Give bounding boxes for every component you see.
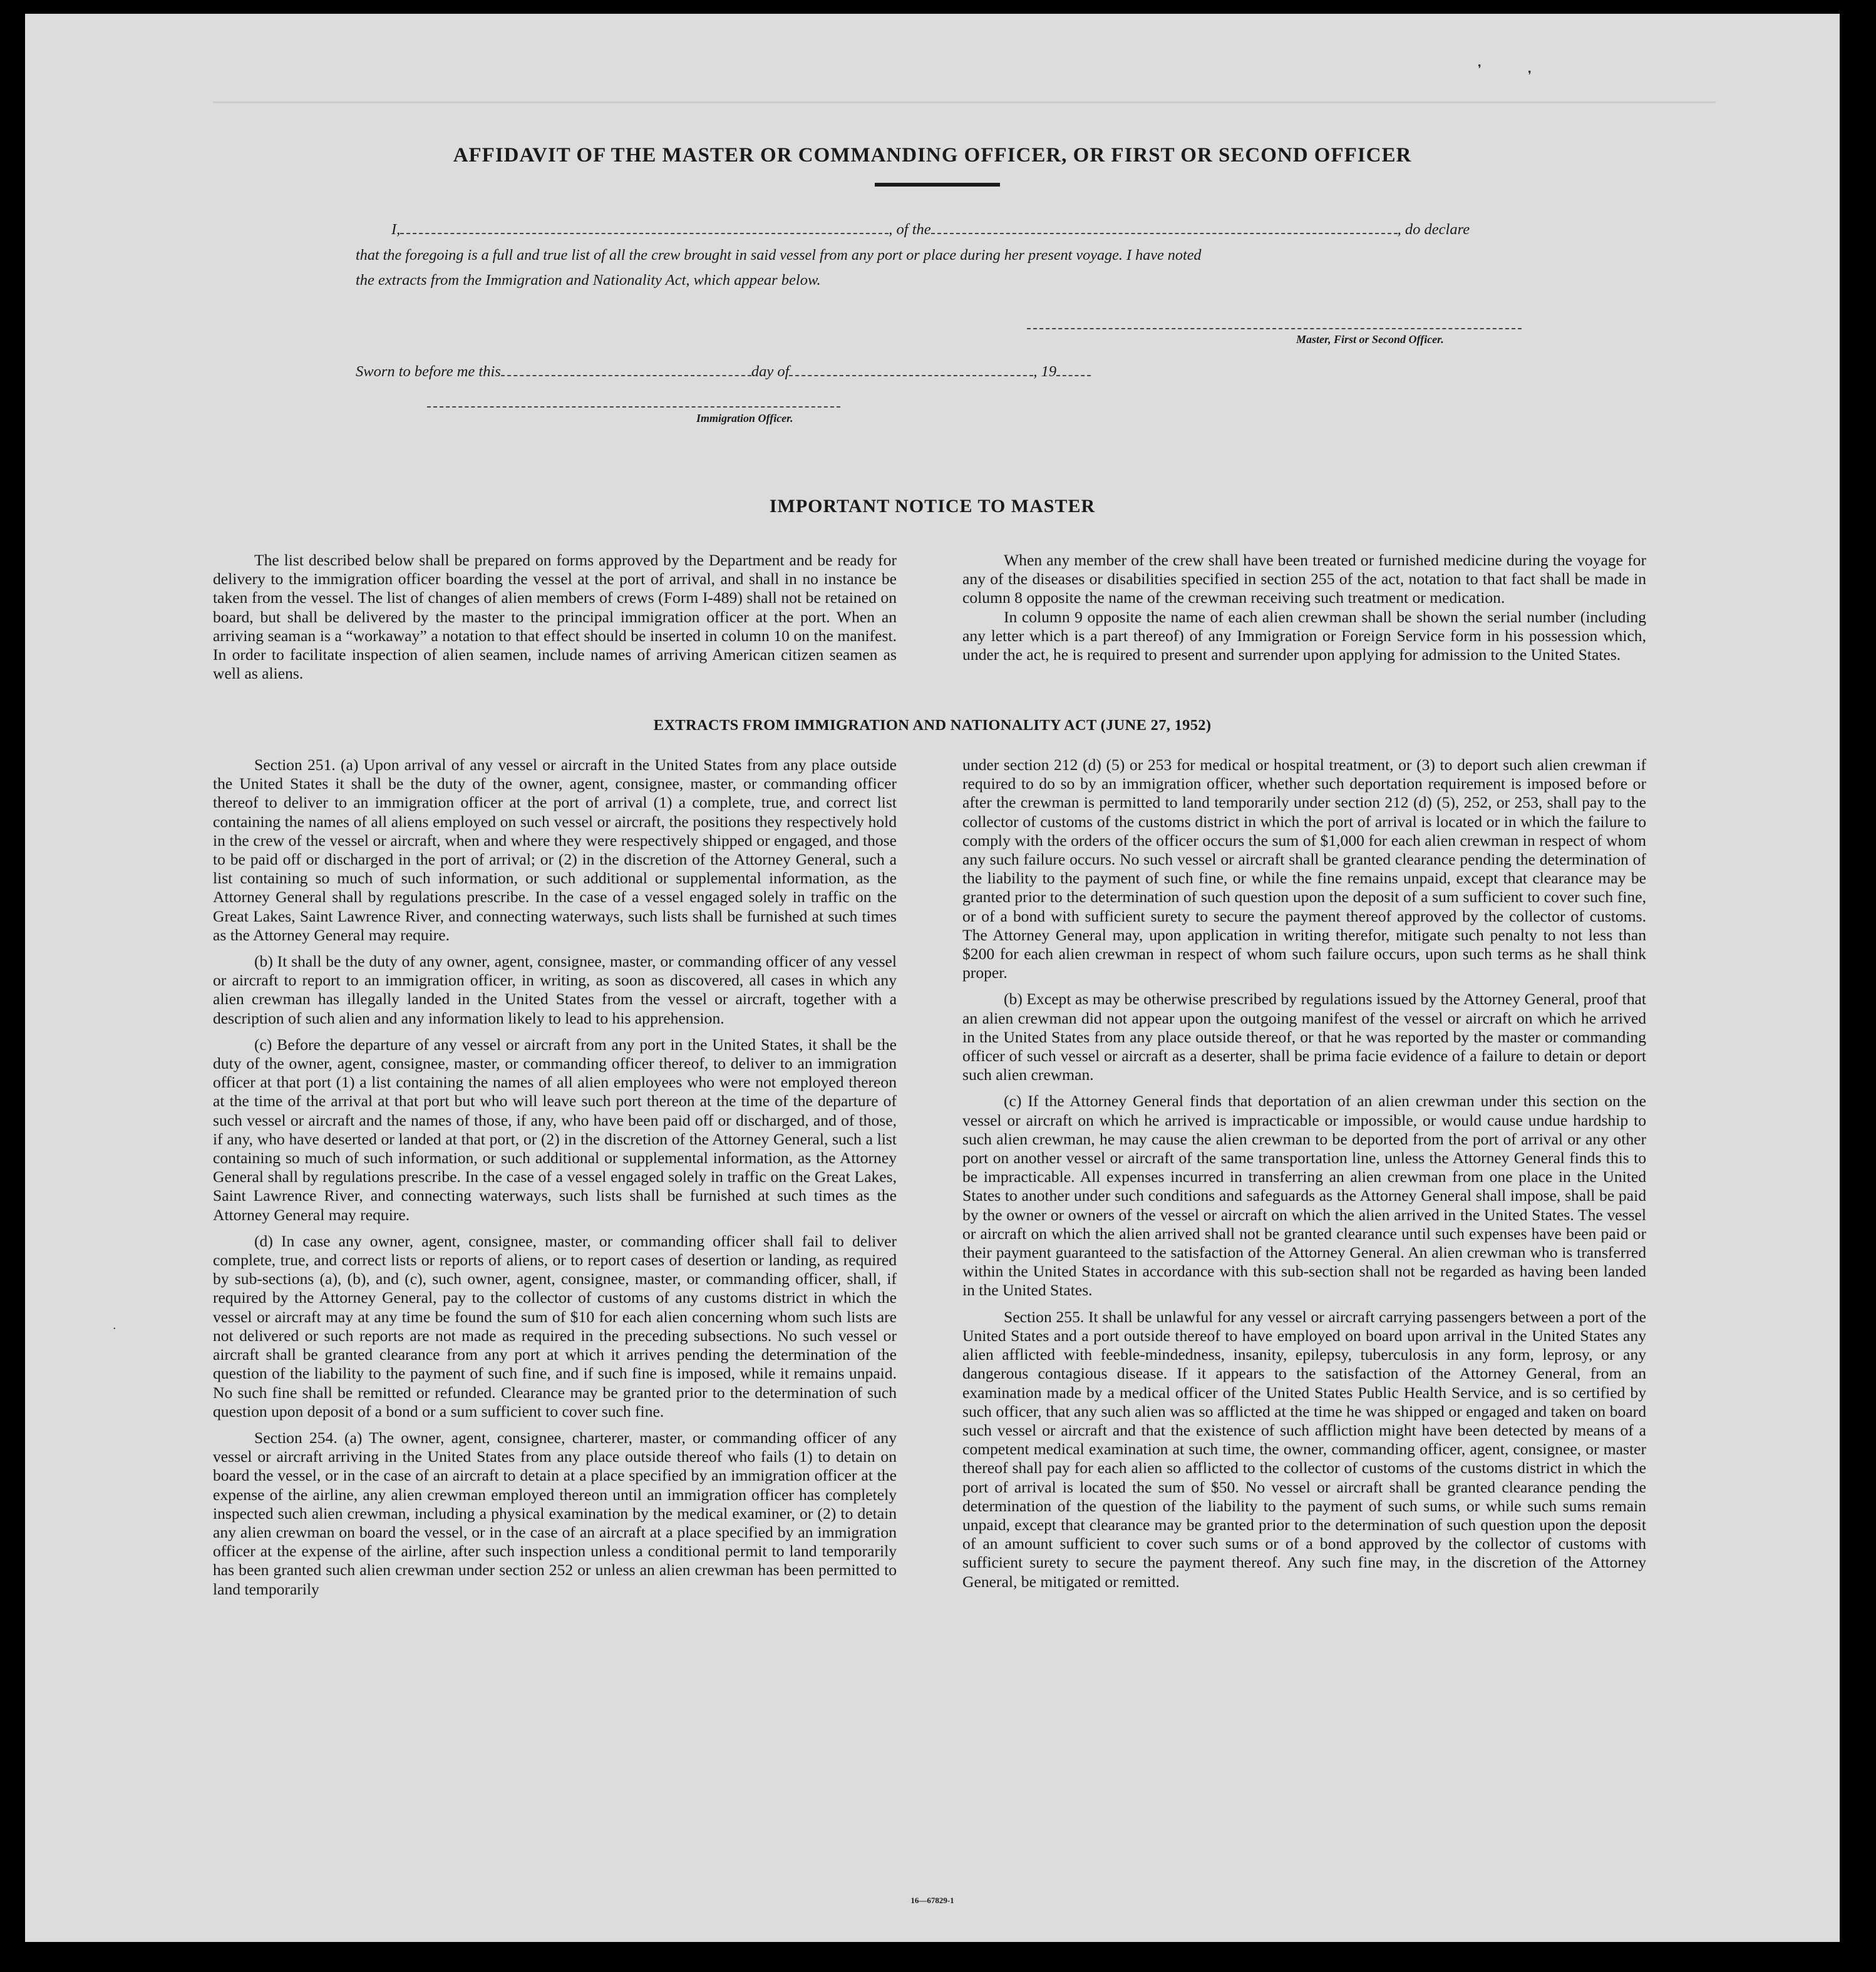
extracts-right-column [962, 756, 1646, 1599]
notice-title: IMPORTANT NOTICE TO MASTER [769, 496, 1096, 516]
affidavit-title: AFFIDAVIT OF THE MASTER OR COMMANDING OFFICER, OR FIRST OR SECOND OFFICER [453, 144, 1412, 167]
sworn-label: Sworn to before me this [356, 363, 501, 380]
notice-paragraph: The list described below shall be prepared on forms approved by the Department and be ready for delivery to the immigration officer boarding the vessel at the port of arrival, and shall in no instance be taken from the vessel. The list of changes of alien members of crews (Form I-489) shall not be retained on board, but shall be delivered by the master to the principal immigration officer at the port. When an arriving seaman is a “workaway” a notation to that effect should be inserted in column 10 on the manifest. In order to facilitate inspection of alien seamen, include names of arriving American citizen seamen as well as aliens. [213, 551, 897, 683]
extract-paragraph: Section 254. (a) The owner, agent, consignee, charterer, master, or commanding officer of any vessel or aircraft arriving in the United States from any place outside thereof who fails (1) to detain on board the vessel, or in the case of an aircraft to detain at a place specified by an immigration officer at the expense of the airline, any alien crewman employed thereon until an immigration officer has completely inspected such alien crewman, including a physical examination by the medical examiner, or (2) to detain any alien crewman on board the vessel, or in the case of an aircraft at a place specified by an immigration officer at the expense of the airline, after such inspection unless a conditional permit to land temporarily has been granted such alien crewman under section 252 or unless an alien crewman has been permitted to land temporarily [213, 1428, 897, 1598]
declaration-line-2: that the foregoing is a full and true list of all the crew brought in said vessel from any port or place during her present voyage. I have noted [356, 247, 1202, 264]
sworn-year-blank[interactable] [1056, 362, 1091, 376]
extract-paragraph: (b) It shall be the duty of any owner, agent, consignee, master, or commanding officer of any vessel or aircraft to report to an immigration officer, in writing, as soon as discovered, all cases in which any alien crewman has illegally landed in the United States from the vessel or aircraft, together with a description of such alien and any information likely to lead to his apprehension. [213, 952, 897, 1027]
year-prefix-label: , 19 [1033, 363, 1057, 380]
extracts-title: EXTRACTS FROM IMMIGRATION AND NATIONALITY ACT (JUNE 27, 1952) [653, 717, 1212, 734]
scan-speck: · [113, 1322, 116, 1335]
scan-speck: ❜ [1478, 63, 1482, 76]
of-the-label: , of the [889, 221, 931, 238]
vessel-name-blank[interactable] [931, 220, 1398, 234]
day-of-label: day of [751, 363, 790, 380]
sworn-month-blank[interactable] [789, 362, 1033, 376]
notice-left-column [213, 551, 897, 683]
notice-paragraph: In column 9 opposite the name of each alien crewman shall be shown the serial number (including any letter which is a part thereof) of any Immigration or Foreign Service form in his possession which, under the act, he is required to present and surrender upon applying for admission to the United States. [962, 607, 1646, 664]
master-signature-label: Master, First or Second Officer. [1296, 333, 1444, 346]
i-label: I, [391, 221, 401, 238]
extract-paragraph: (d) In case any owner, agent, consignee, master, or commanding officer shall fail to deliver complete, true, and correct lists or reports of aliens, or to report cases of desertion or landing, as required by sub-sections (a), (b), and (c), such owner, agent, consignee, master, or commanding officer, shall, if required by the Attorney General, pay to the collector of customs of any customs district in which the vessel or aircraft may at any time be found the sum of $10 for each alien concerning whom such lists are not delivered or such reports are not made as required in the preceding subsections. No such vessel or aircraft shall be granted clearance from any port at which it arrives pending the determination of the question of the liability to the payment of such fine, and if such fine is imposed, while it remains unpaid. No such fine shall be remitted or refunded. Clearance may be granted prior to the determination of such question upon deposit of a bond or a sum sufficient to cover such fine. [213, 1231, 897, 1420]
extracts-left-column [213, 756, 897, 1606]
extract-paragraph: Section 251. (a) Upon arrival of any vessel or aircraft in the United States from any place outside the United States it shall be the duty of the owner, agent, consignee, master, or commanding officer thereof to deliver to an immigration officer at the port of arrival (1) a complete, true, and correct list containing the names of all aliens employed on such vessel or aircraft, the positions they respectively hold in the crew of the vessel or aircraft, when and where they were respectively shipped or engaged, and those to be paid off or discharged in the port of arrival; or (2) in the discretion of the Attorney General, such a list containing so much of such information, or such additional or supplemental information, as the Attorney General shall by regulations prescribe. In the case of a vessel engaged solely in traffic on the Great Lakes, Saint Lawrence River, and connecting waterways, such lists shall be furnished at such times as the Attorney General may require. [213, 756, 897, 944]
title-rule [875, 183, 1000, 187]
notice-right-column [962, 551, 1646, 664]
extract-paragraph: (c) Before the departure of any vessel or aircraft from any port in the United States, it shall be the duty of the owner, agent, consignee, master, or commanding officer thereof, to deliver to an immigration officer at that port (1) a list containing the names of all alien employees who were not employed thereon at the time of the arrival at that port but who will leave such port thereon at the time of the departure of such vessel or aircraft and the names of those, if any, who have been paid off or discharged, and of those, if any, who have deserted or landed at that port, or (2) in the discretion of the Attorney General, such a list containing so much of such information, or such additional or supplemental information, as the Attorney General shall by regulations prescribe. In the case of a vessel engaged solely in traffic on the Great Lakes, Saint Lawrence River, and connecting waterways, such lists shall be furnished at such times as the Attorney General may require. [213, 1035, 897, 1224]
notice-paragraph: When any member of the crew shall have been treated or furnished medicine during the voyage for any of the diseases or disabilities specified in section 255 of the act, notation to that fact shall be made in column 8 opposite the name of the crewman receiving such treatment or medication. [962, 551, 1646, 607]
extract-paragraph: (b) Except as may be otherwise prescribed by regulations issued by the Attorney General, proof that an alien crewman did not appear upon the outgoing manifest of the vessel or aircraft on which he arrived in the United States from any place outside thereof, or that he was reported by the master or commanding officer of such vessel or aircraft as a deserter, shall be prima facie evidence of a failure to detain or deport such alien crewman. [962, 990, 1646, 1084]
sworn-day-blank[interactable] [501, 362, 751, 376]
sworn-line [356, 362, 1091, 381]
extract-paragraph: (c) If the Attorney General finds that deportation of an alien crewman under this section on the vessel or aircraft on which he arrived is impracticable or impossible, or would cause undue hardship to such alien crewman, he may cause the alien crewman to be deported from the port of arrival or any other port on another vessel or aircraft of the same transportation line, unless the Attorney General finds this to be impracticable. All expenses incurred in transferring an alien crewman from one place in the United States to another under such conditions and safeguards as the Attorney General shall impose, shall be paid by the owner or owners of the vessel or aircraft on which the alien arrived in the United States. The vessel or aircraft on which the alien arrived shall not be granted clearance until such expenses have been paid or their payment guaranteed to the satisfaction of the Attorney General. An alien crewman who is transferred within the United States in accordance with this sub-section shall not be regarded as having been landed in the United States. [962, 1092, 1646, 1300]
document-page [25, 14, 1840, 1942]
extract-paragraph: under section 212 (d) (5) or 253 for medical or hospital treatment, or (3) to deport such alien crewman if required to do so by an immigration officer, whether such deportation requirement is imposed before or after the crewman is permitted to land temporarily under section 212 (d) (5), 252, or 253, shall pay to the collector of customs of the customs district in which the port of arrival is located or in which the failure to comply with the orders of the officer occurs the sum of $1,000 for each alien crewman in respect of whom any such failure occurs. No such vessel or aircraft shall be granted clearance pending the determination of the liability to the payment of such fine, or while the fine remains unpaid, except that clearance may be granted prior to the determination of such question upon the deposit of a sum sufficient to cover such fine, or of a bond with sufficient surety to secure the payment thereof approved by the collector of customs. The Attorney General may, upon application in writing therefor, mitigate such penalty to not less than $200 for each alien crewman in respect of whom such failure occurs, upon such terms as he shall think proper. [962, 756, 1646, 982]
declaration-line-1 [391, 220, 1562, 239]
master-signature-line[interactable] [1027, 328, 1522, 329]
officer-signature-line[interactable] [427, 406, 840, 408]
bleed-through-decoration [213, 101, 1716, 128]
extract-paragraph: Section 255. It shall be unlawful for any vessel or aircraft carrying passengers between a port of the United States and a port outside thereof to have employed on board upon arrival in the United States any alien afflicted with feeble-mindedness, insanity, epilepsy, tuberculosis in any form, leprosy, or any dangerous contagious disease. If it appears to the satisfaction of the Attorney General, from an examination made by a medical officer of the United States Public Health Service, and is so certified by such officer, that any such alien was so afflicted at the time he was shipped or engaged and taken on board such vessel or aircraft and that the existence of such affliction might have been detected by means of a competent medical examination at such time, the owner, commanding officer, agent, consignee, or master thereof shall pay for each alien so afflicted to the collector of customs of the customs district in which the port of arrival is located the sum of $50. No vessel or aircraft shall be granted clearance pending the determination of the question of the liability to the payment of such sums, or while such sums remain unpaid, except that clearance may be granted prior to the determination of such question upon the deposit of an amount sufficient to cover such sums or of a bond approved by the collector of customs with sufficient surety to secure the payment thereof. Any such fine may, in the discretion of the Attorney General, be mitigated or remitted. [962, 1307, 1646, 1591]
do-declare-label: , do declare [1397, 221, 1470, 238]
officer-signature-label: Immigration Officer. [696, 412, 793, 424]
name-blank[interactable] [400, 220, 889, 234]
scan-speck: ❜ [1528, 69, 1532, 82]
form-code: 16—67829-1 [910, 1896, 954, 1905]
declaration-line-3: the extracts from the Immigration and Nationality Act, which appear below. [356, 272, 821, 289]
